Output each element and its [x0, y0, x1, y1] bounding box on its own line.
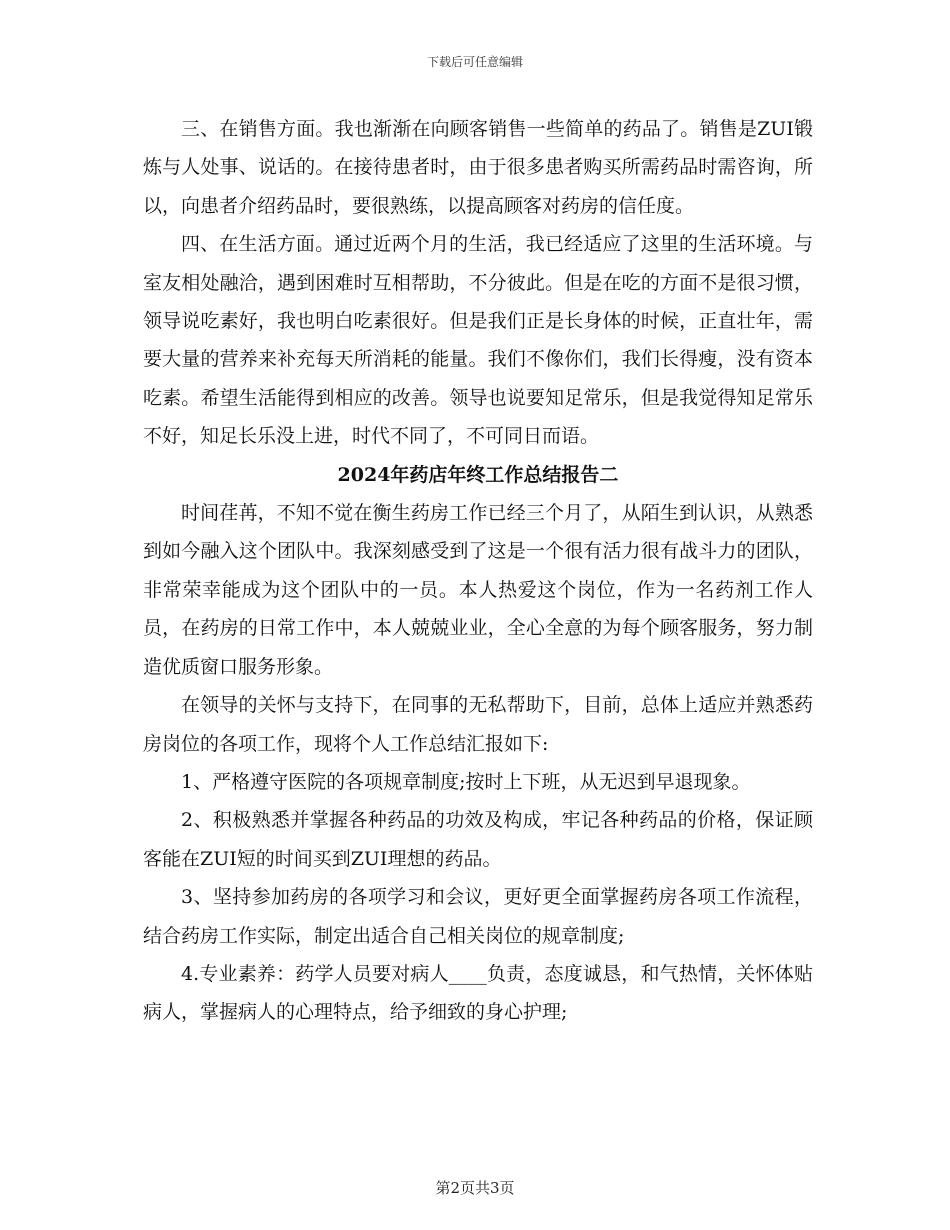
- page-indicator: 第2页共3页: [435, 1179, 515, 1197]
- section-heading: 2024年药店年终工作总结报告二: [337, 463, 619, 486]
- paragraph-intro: 时间荏苒，不知不觉在衡生药房工作已经三个月了，从陌生到认识，从熟悉到如今融入这个团队中。我深刻感受到了这是一个很有活力很有战斗力的团队，非常荣幸能成为这个团队中的一员。本人热爱这个岗位，作为一名药剂工作人员，在药房的日常工作中，本人兢兢业业，全心全意的为每个顾客服务，努力制造优质窗口服务形象。: [143, 502, 813, 678]
- list-item-4: 4.专业素养：药学人员要对病人____负责，态度诚恳，和气热情，关怀体贴病人，掌握病人的心理特点，给予细致的身心护理;: [143, 962, 813, 1024]
- paragraph-life: 四、在生活方面。通过近两个月的生活，我已经适应了这里的生活环境。与室友相处融洽，遇到困难时互相帮助，不分彼此。但是在吃的方面不是很习惯，领导说吃素好，我也明白吃素很好。但是我们正是长身体的时候，正直壮年，需要大量的营养来补充每天所消耗的能量。我们不像你们，我们长得瘦，没有资本吃素。希望生活能得到相应的改善。领导也说要知足常乐，但是我觉得知足常乐不好，知足长乐没上进，时代不同了，不可同日而语。: [143, 233, 813, 448]
- list-item-2: 2、积极熟悉并掌握各种药品的功效及构成，牢记各种药品的价格，保证顾客能在ZUI短的时间买到ZUI理想的药品。: [143, 809, 813, 870]
- list-item-1: 1、严格遵守医院的各项规章制度;按时上下班，从无迟到早退现象。: [181, 770, 751, 793]
- document-body: [143, 110, 813, 1032]
- page-header-note: 下载后可任意编辑: [426, 55, 523, 69]
- paragraph-summary-lead: 在领导的关怀与支持下，在同事的无私帮助下，目前，总体上适应并熟悉药房岗位的各项工作，现将个人工作总结汇报如下:: [143, 694, 813, 755]
- paragraph-sales: 三、在销售方面。我也渐渐在向顾客销售一些简单的药品了。销售是ZUI锻炼与人处事、说话的。在接待患者时，由于很多患者购买所需药品时需咨询，所以，向患者介绍药品时，要很熟练，以提高顾客对药房的信任度。: [143, 118, 813, 217]
- list-item-3: 3、坚持参加药房的各项学习和会议，更好更全面掌握药房各项工作流程，结合药房工作实际，制定出适合自己相关岗位的规章制度;: [143, 886, 813, 947]
